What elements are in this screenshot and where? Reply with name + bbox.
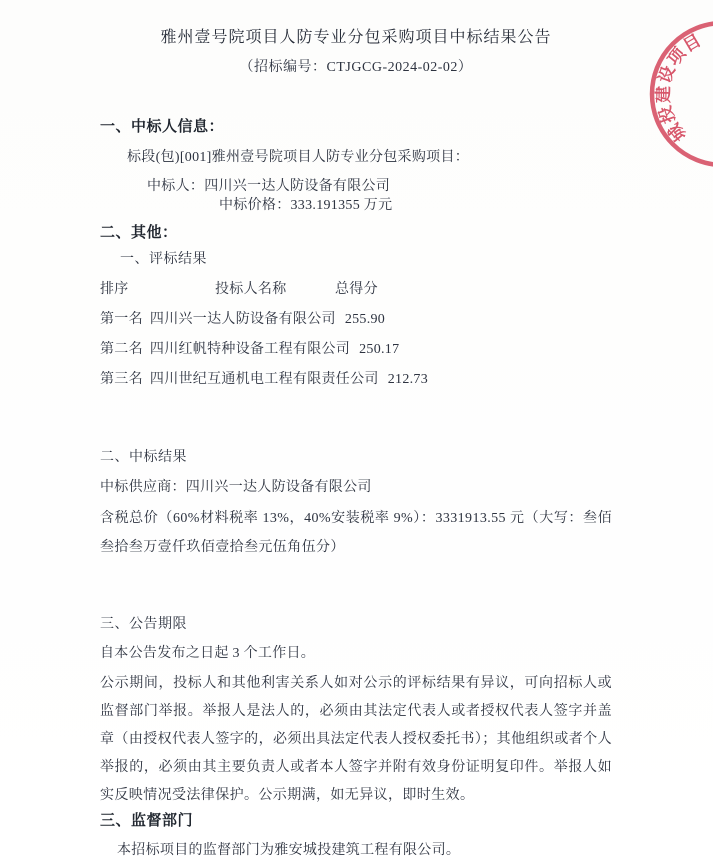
row-bidder: 四川红帆特种设备工程有限公司 [149, 342, 351, 357]
table-row [100, 340, 612, 359]
stamp-text-path: 城投建设项目 [653, 29, 706, 145]
row-rank: 第三名 [100, 372, 143, 387]
row-score: 250.17 [359, 342, 400, 357]
row-rank: 第二名 [100, 342, 143, 357]
stamp-text [653, 30, 706, 145]
price-paragraph: 含税总价（60%材料税率 13%，40%安装税率 9%）：3331913.55 元（大写：叁佰叁拾叁万壹仟玖佰壹拾叁元伍角伍分） [100, 511, 612, 555]
header-score: 总得分 [335, 282, 378, 297]
red-seal-stamp [600, 0, 713, 200]
header-bidder: 投标人名称 [215, 282, 287, 297]
page-title: 雅州壹号院项目人防专业分包采购项目中标结果公告 [160, 29, 552, 46]
row-score: 212.73 [387, 372, 429, 387]
eval-table-header [100, 280, 612, 299]
row-bidder: 四川世纪互通机电工程有限责任公司 [149, 372, 379, 387]
heading-award-result: 二、中标结果 [100, 450, 187, 465]
objection-paragraph: 公示期间，投标人和其他利害关系人如对公示的评标结果有异议，可向招标人或监督部门举报。举报人是法人的，必须由其法定代表人或者授权代表人签字并盖章（由授权代表人签字的，必须出具法定代表人授权委托书）；其他组织或者个人举报的，必须由其主要负责人或者本人签字并附有效身份证明复印件。举报人如实反映情况受法律保护。公示期满，如无异议，即时生效。 [100, 676, 612, 803]
table-row [100, 310, 612, 329]
supervision-body: 本招标项目的监督部门为雅安城投建筑工程有限公司。 [117, 843, 461, 858]
row-rank: 第一名 [100, 312, 143, 327]
header-rank: 排序 [100, 282, 129, 297]
price-value: 333.191355 万元 [290, 198, 393, 213]
row-bidder: 四川兴一达人防设备有限公司 [149, 312, 336, 327]
heading-notice-period: 三、公告期限 [100, 617, 187, 632]
table-row [100, 370, 612, 389]
row-score: 255.90 [344, 312, 386, 327]
heading-supervision: 三、监督部门 [100, 813, 194, 829]
heading-other: 二、其他： [100, 225, 178, 241]
stamp-ring [652, 23, 713, 165]
tender-number: （招标编号：CTJGCG-2024-02-02） [239, 60, 473, 75]
duration-line: 自本公告发布之日起 3 个工作日。 [100, 646, 316, 661]
winner-label: 中标人： [147, 179, 205, 194]
winner-name: 四川兴一达人防设备有限公司 [204, 179, 391, 194]
price-label: 中标价格： [219, 198, 291, 213]
package-line: 标段(包)[001]雅州壹号院项目人防专业分包采购项目： [127, 150, 470, 165]
heading-evaluation: 一、评标结果 [120, 252, 207, 267]
price-group [219, 196, 392, 215]
supplier-line: 中标供应商：四川兴一达人防设备有限公司 [100, 480, 372, 495]
winner-row [100, 177, 612, 215]
heading-winner-info: 一、中标人信息： [100, 119, 225, 135]
